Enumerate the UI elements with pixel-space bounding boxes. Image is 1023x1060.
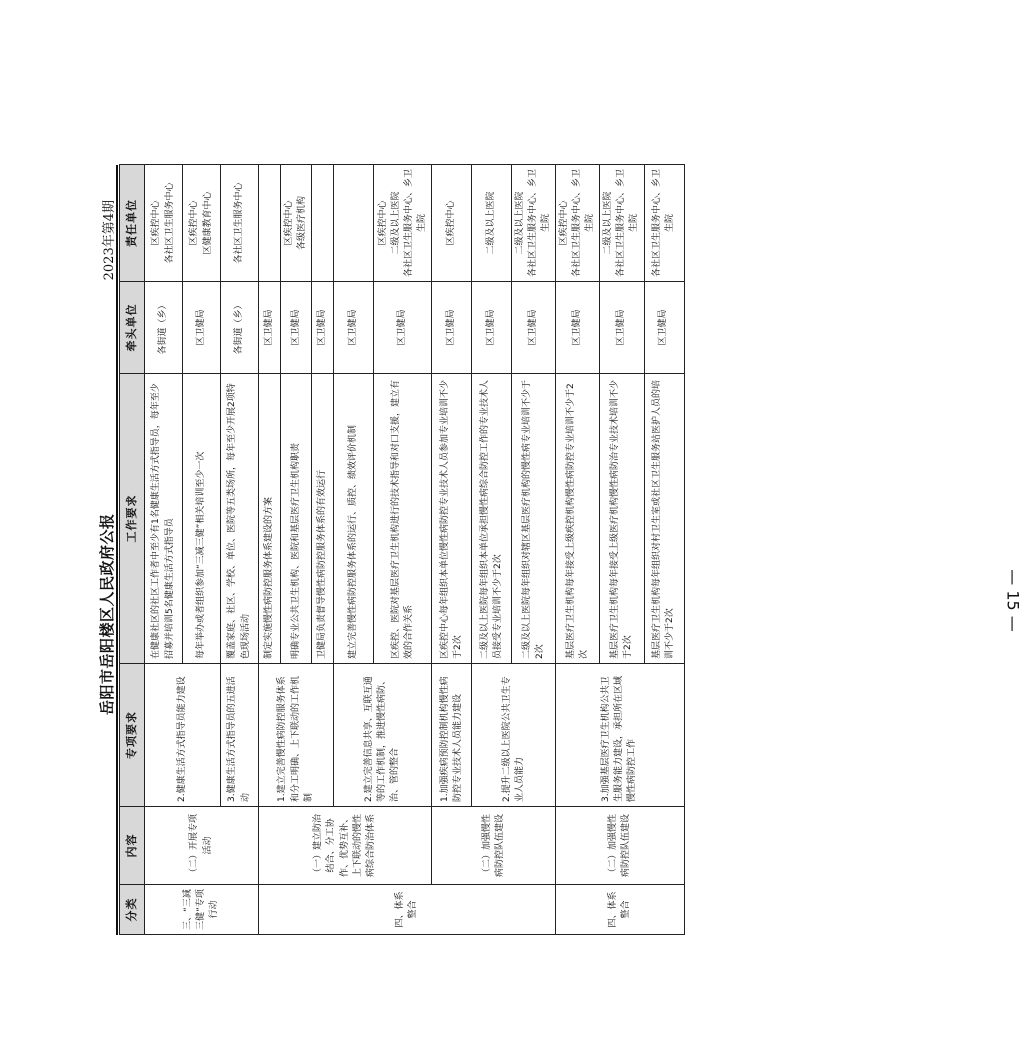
category-cell: 三、“三减三健”专项行动 — [145, 885, 259, 935]
lead-cell: 区卫健局 — [312, 282, 334, 374]
work-cell: 建立完善慢性病防控服务体系的运行、质控、绩效评价机制 — [334, 374, 374, 664]
lead-cell: 区卫健局 — [259, 282, 281, 374]
content-cell: （一）建立防治结合、分工协作、优势互补、上下联动的慢性病综合防治体系 — [259, 807, 432, 885]
resp-cell: 区疾控中心 二级及以上医院 各社区卫生服务中心、乡卫生院 — [374, 165, 432, 282]
col-lead: 牵头单位 — [120, 282, 145, 374]
work-cell: 二级及以上医院每年组织本单位承担慢性病综合防控工作的专业技术人员接受专业培训不少于2次 — [472, 374, 512, 664]
sub-cell: 3.健康生活方式指导员的五进活动 — [221, 664, 259, 807]
work-cell: 基层医疗卫生机构每年接受上级疾控机构慢性病防控专业培训不少于2次 — [556, 374, 600, 664]
resp-cell — [312, 165, 334, 282]
content-cell: （二）加强慢性病防控队伍建设 — [432, 807, 556, 885]
resp-cell: 二级及以上医院 各社区卫生服务中心、乡卫生院 — [600, 165, 644, 282]
work-cell: 基层医疗卫生机构每年组织对村卫生室或社区卫生服务站医护人员的培训不少于2次 — [644, 374, 684, 664]
col-sub: 专项要求 — [120, 664, 145, 807]
resp-cell: 区疾控中心 各社区卫生服务中心、乡卫生院 — [556, 165, 600, 282]
work-cell: 卫健局负责督导慢性病防控服务体系的有效运行 — [312, 374, 334, 664]
work-cell: 制定实施慢性病防控服务体系建设的方案 — [259, 374, 281, 664]
issue-number: 2023年第4期 — [102, 200, 117, 281]
resp-cell: 各社区卫生服务中心、乡卫生院 — [644, 165, 684, 282]
lead-cell: 区卫健局 — [183, 282, 221, 374]
page-number: — 15 — — [1003, 569, 1023, 632]
lead-cell: 区卫健局 — [374, 282, 432, 374]
resp-cell — [259, 165, 281, 282]
work-cell: 覆盖家庭、社区、学校、单位、医院等五类场所，每年至少开展2项特色现场活动 — [221, 374, 259, 664]
resp-cell: 区疾控中心 各社区卫生服务中心 — [145, 165, 183, 282]
sub-cell: 3.加强基层医疗卫生机构公共卫生服务能力建设，承担所在区域慢性病防控工作 — [556, 664, 684, 807]
resp-cell: 各社区卫生服务中心 — [221, 165, 259, 282]
col-work: 工作要求 — [120, 374, 145, 664]
table-row — [145, 165, 183, 935]
lead-cell: 区卫健局 — [281, 282, 312, 374]
lead-cell: 区卫健局 — [512, 282, 556, 374]
sub-cell: 2.建立完善信息共享、互联互通等的工作机制，推进慢性病防、治、管的整合 — [334, 664, 432, 807]
col-category: 分类 — [120, 885, 145, 935]
header-rule — [116, 165, 118, 935]
lead-cell: 区卫健局 — [472, 282, 512, 374]
work-cell: 二级及以上医院每年组织对辖区基层医疗机构的慢性病专业培训不少于2次 — [512, 374, 556, 664]
lead-cell: 区卫健局 — [600, 282, 644, 374]
lead-cell: 区卫健局 — [556, 282, 600, 374]
category-cell: 四、体系整合 — [556, 885, 684, 935]
work-cell: 明确专业公共卫生机构、医院和基层医疗卫生机构职责 — [281, 374, 312, 664]
sub-cell: 1.加强疾病预防控制机构慢性病防控专业技术人员能力建设 — [432, 664, 472, 807]
lead-cell: 区卫健局 — [432, 282, 472, 374]
resp-cell: 区疾控中心 区健康教育中心 — [183, 165, 221, 282]
resp-cell: 二级及以上医院 各社区卫生服务中心、乡卫生院 — [512, 165, 556, 282]
task-table — [119, 164, 685, 935]
lead-cell: 各街道（乡） — [221, 282, 259, 374]
table-row — [259, 165, 281, 935]
col-content: 内容 — [120, 807, 145, 885]
resp-cell: 二级及以上医院 — [472, 165, 512, 282]
category-cell: 四、体系整合 — [259, 885, 556, 935]
lead-cell: 区卫健局 — [644, 282, 684, 374]
work-cell: 区疾控中心每年组织本单位慢性病防控专业技术人员参加专业培训不少于2次 — [432, 374, 472, 664]
resp-cell — [334, 165, 374, 282]
work-cell: 基层医疗卫生机构每年接受上级医疗机构慢性病防治专业技术培训不少于2次 — [600, 374, 644, 664]
table-header-row — [120, 165, 145, 935]
work-cell: 区疾控、医院对基层医疗卫生机构进行的技术指导和对口支援，建立有效的合作关系 — [374, 374, 432, 664]
sub-cell: 2.健康生活方式指导员能力建设 — [145, 664, 221, 807]
resp-cell: 区疾控中心 — [432, 165, 472, 282]
sub-cell: 2.提升二级以上医院公共卫生专业人员能力 — [472, 664, 556, 807]
resp-cell: 区疾控中心 各级医疗机构 — [281, 165, 312, 282]
col-resp: 责任单位 — [120, 165, 145, 282]
bulletin-title: 岳阳市岳阳楼区人民政府公报 — [98, 513, 116, 715]
work-cell: 每年举办或者组织参加“三减三健”相关培训至少一次 — [183, 374, 221, 664]
lead-cell: 区卫健局 — [334, 282, 374, 374]
table-row — [556, 165, 600, 935]
table-row — [432, 165, 472, 935]
work-cell: 在健康社区的社区工作者中至少有1名健康生活方式指导员，每年至少招募并培训5名健康生活方式指导员 — [145, 374, 183, 664]
content-cell: （二）加强慢性病防控队伍建设 — [556, 807, 684, 885]
content-cell: （二）开展专项活动 — [145, 807, 259, 885]
sub-cell: 1.建立完善慢性病防控服务体系和分工明确、上下联动的工作机制 — [259, 664, 334, 807]
lead-cell: 各街道（乡） — [145, 282, 183, 374]
